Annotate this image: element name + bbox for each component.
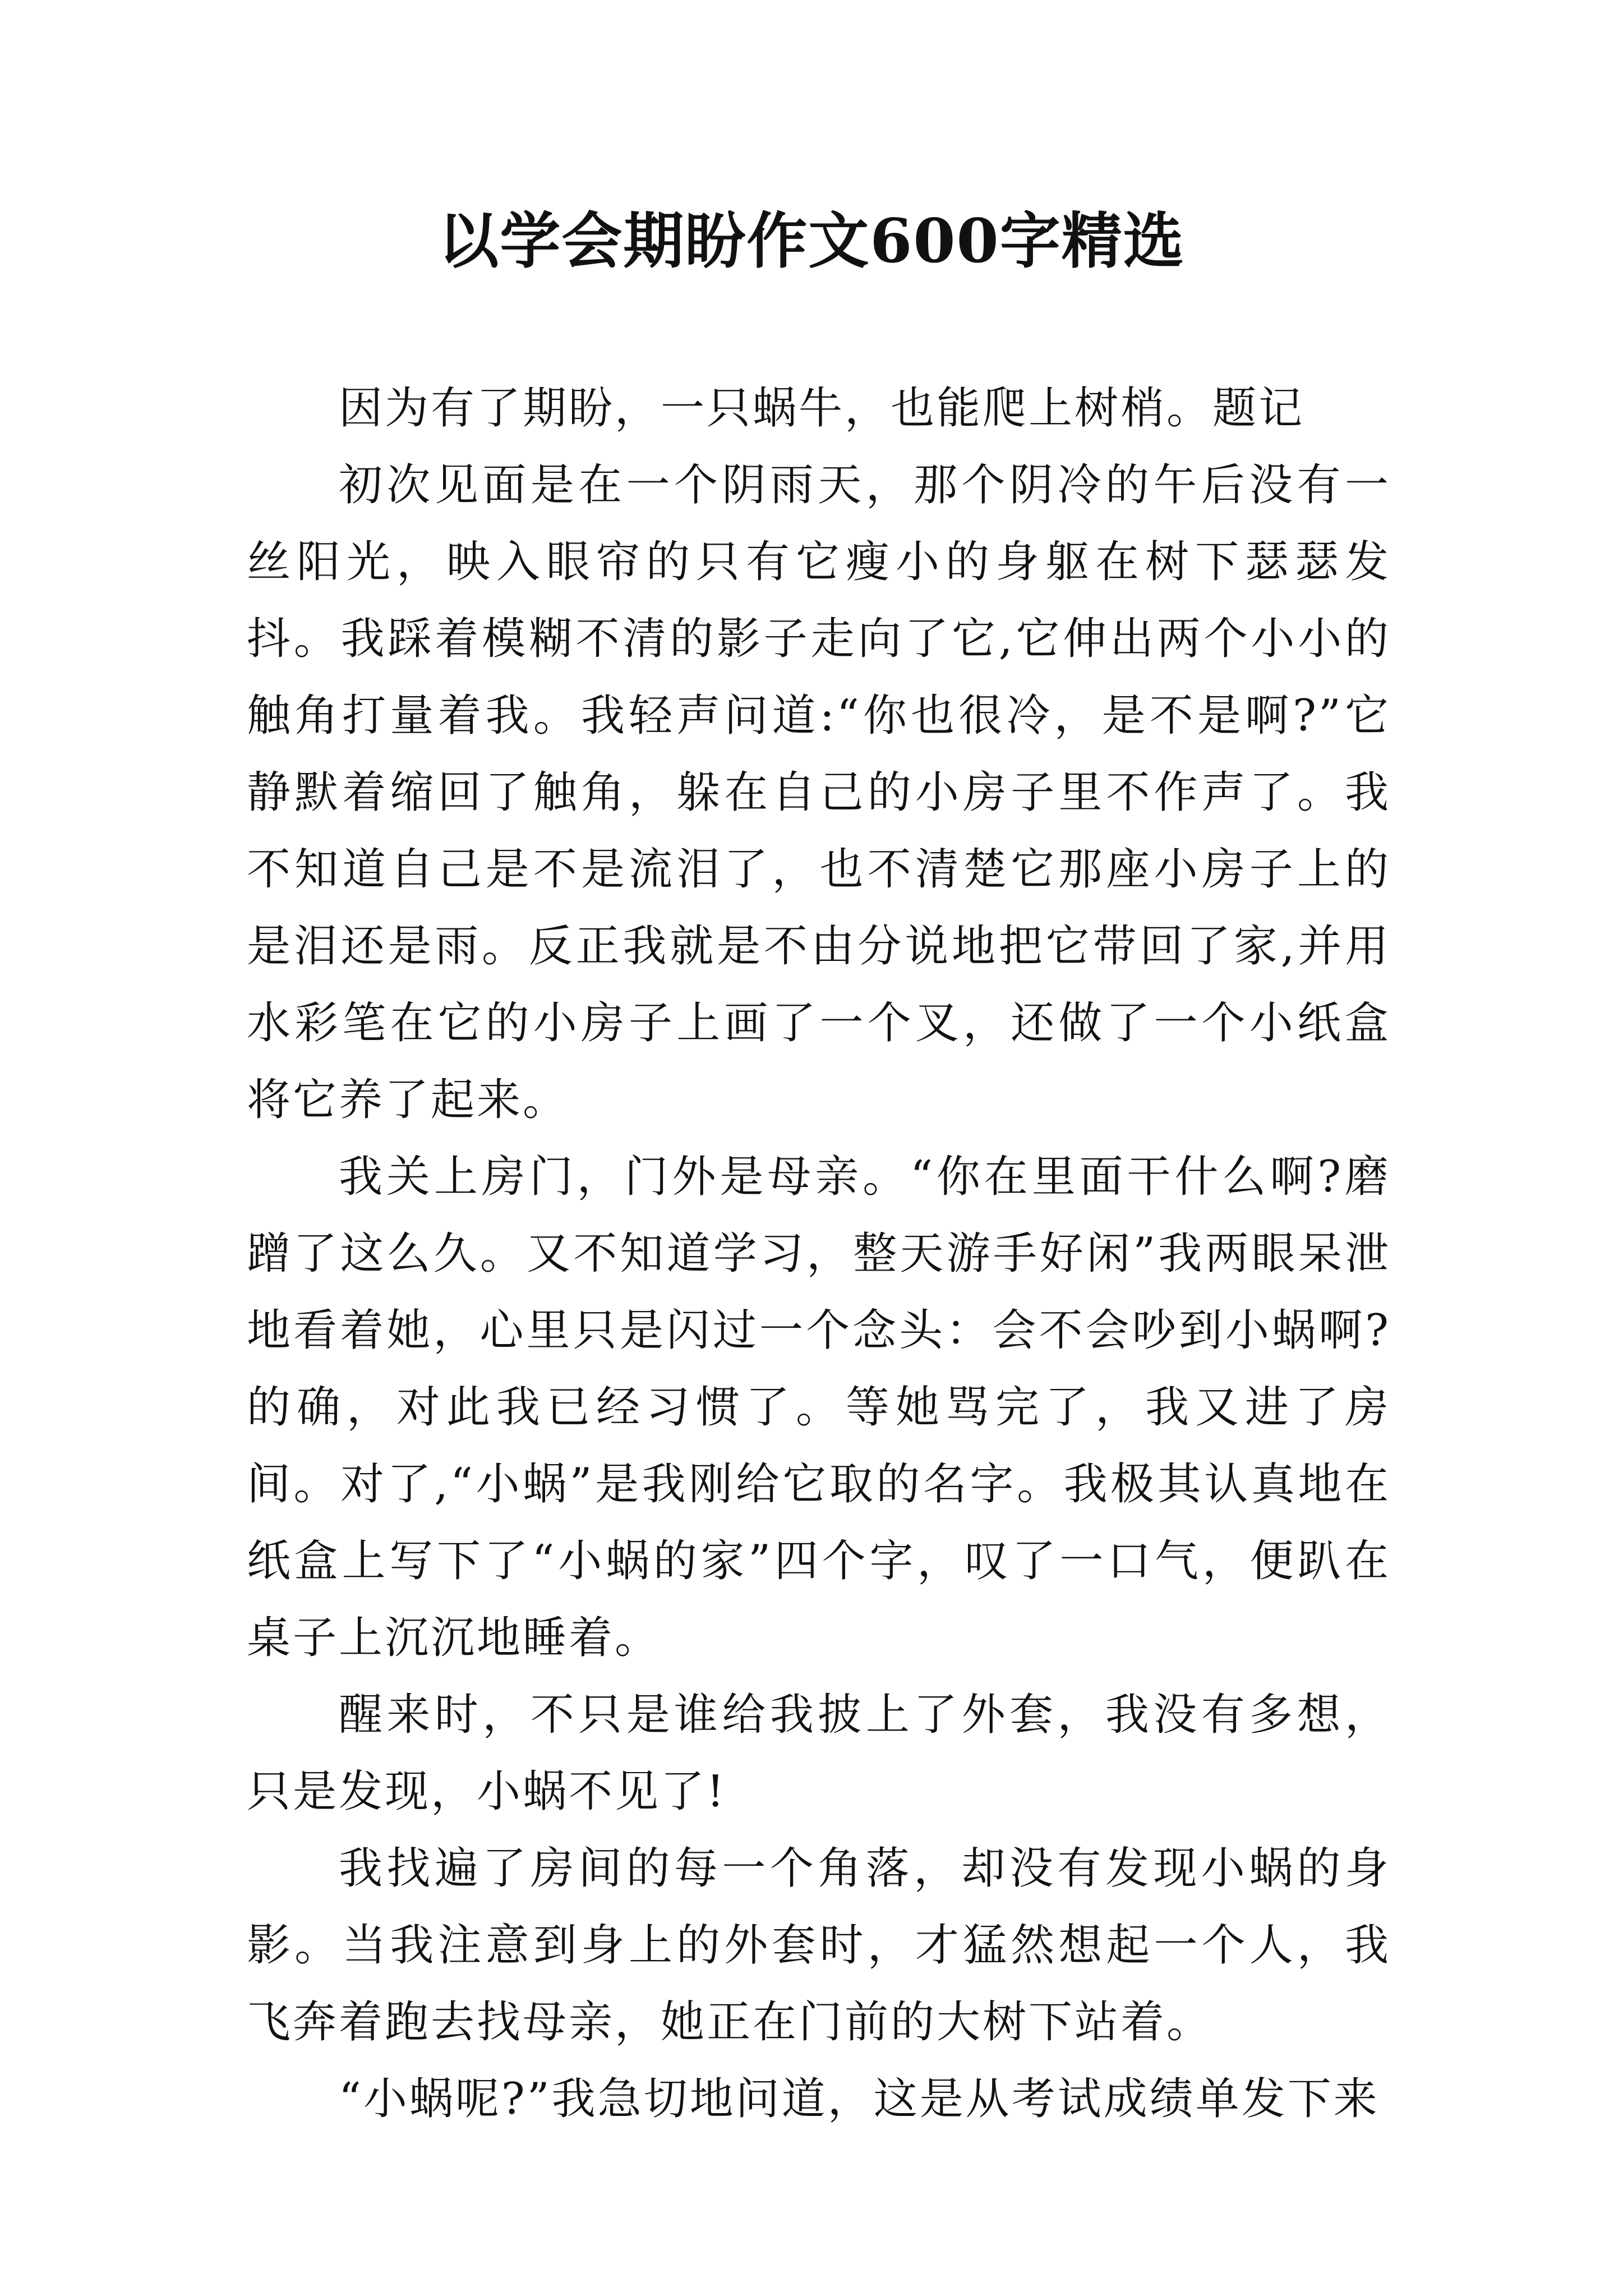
document-body (247, 370, 1391, 2138)
document-title: 以学会期盼作文600字精选 (438, 206, 1185, 277)
paragraph: 初次见面是在一个阴雨天，那个阴冷的午后没有一丝阳光，映入眼帘的只有它瘦小的身躯在树下瑟瑟发抖。我踩着模糊不清的影子走向了它,它伸出两个小小的触角打量着我。我轻声问道:“你也很冷，是不是啊?”它静默着缩回了触角，躲在自己的小房子里不作声了。我不知道自己是不是流泪了，也不清楚它那座小房子上的是泪还是雨。反正我就是不由分说地把它带回了家,并用水彩笔在它的小房子上画了一个叉，还做了一个小纸盒将它养了起来。 (247, 460, 1391, 1125)
paragraph: 我关上房门，门外是母亲。“你在里面干什么啊?磨蹭了这么久。又不知道学习，整天游手好闲”我两眼呆泄地看着她，心里只是闪过一个念头：会不会吵到小蜗啊?的确，对此我已经习惯了。等她骂完了，我又进了房间。对了,“小蜗”是我刚给它取的名字。我极其认真地在纸盒上写下了“小蜗的家”四个字，叹了一口气，便趴在桌子上沉沉地睡着。 (247, 1152, 1391, 1663)
paragraph: 因为有了期盼，一只蜗牛，也能爬上树梢。题记 (339, 383, 1305, 434)
paragraph: 我找遍了房间的每一个角落，却没有发现小蜗的身影。当我注意到身上的外套时，才猛然想起一个人，我飞奔着跑去找母亲，她正在门前的大树下站着。 (247, 1843, 1391, 2047)
paragraph: “小蜗呢?”我急切地问道，这是从考试成绩单发下来 (339, 2074, 1380, 2124)
paragraph: 醒来时，不只是谁给我披上了外套，我没有多想，只是发现，小蜗不见了! (247, 1690, 1391, 1817)
